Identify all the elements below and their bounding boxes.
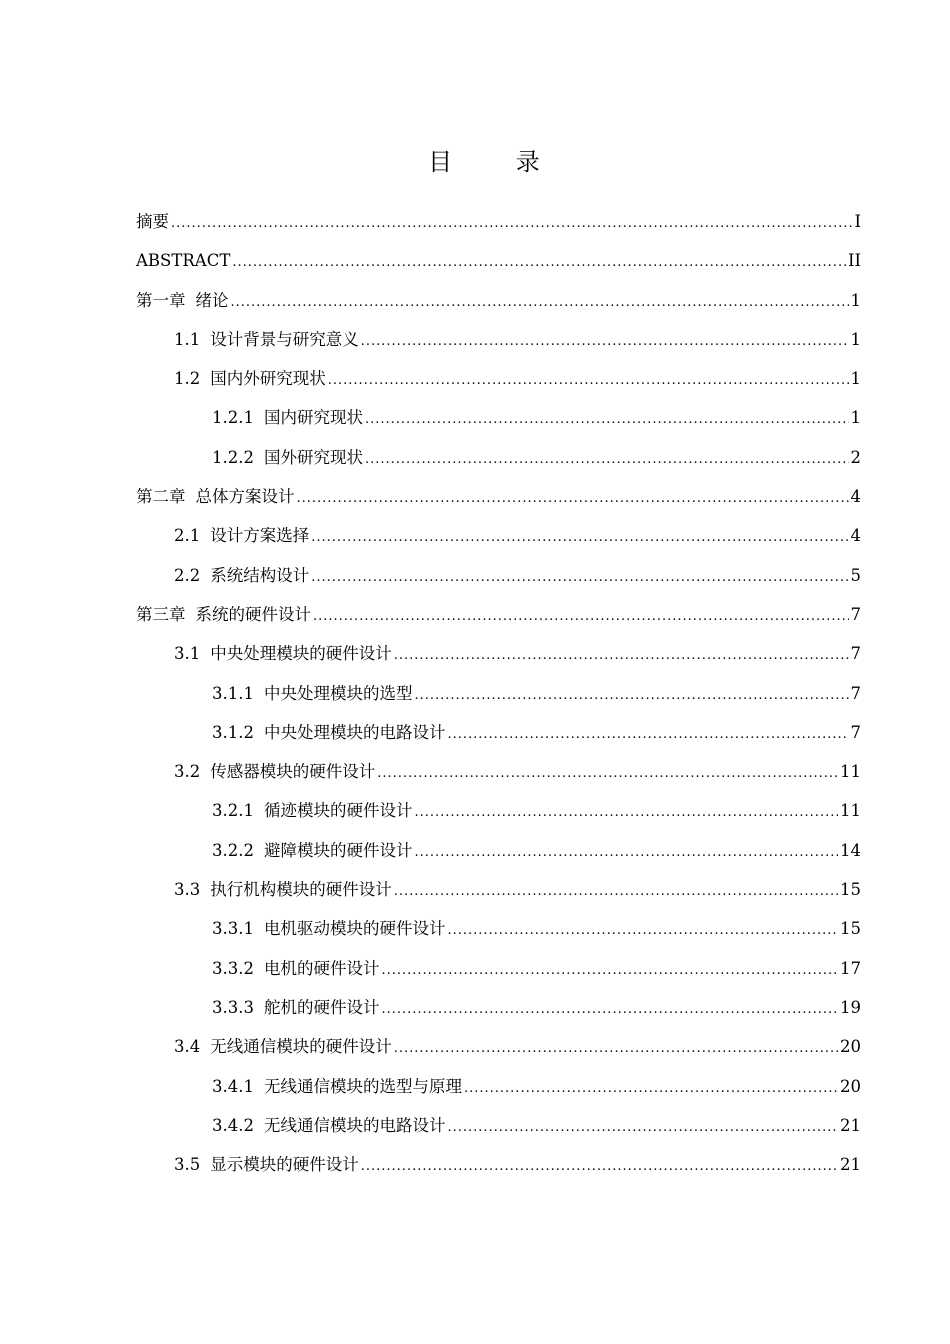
- toc-entry-page: 4: [850, 487, 861, 507]
- toc-entry[interactable]: [136, 202, 861, 241]
- toc-entry[interactable]: [136, 398, 861, 437]
- toc-entry-title: 循迹模块的硬件设计: [263, 801, 413, 821]
- toc-entry-page: 21: [840, 1155, 861, 1175]
- toc-dot-leader: [394, 872, 838, 911]
- toc-entry[interactable]: [136, 320, 861, 359]
- toc-dot-leader: [447, 715, 848, 754]
- toc-entry-number: 3.3.2: [212, 958, 254, 978]
- toc-entry-title: 无线通信模块的电路设计: [263, 1115, 446, 1135]
- toc-dot-leader: [311, 518, 848, 557]
- toc-entry-number: 3.5: [174, 1155, 201, 1175]
- toc-entry-title: 系统结构设计: [210, 565, 310, 585]
- toc-entry-page: 20: [840, 1037, 861, 1057]
- toc-entry[interactable]: [136, 1027, 861, 1066]
- toc-dot-leader: [365, 400, 849, 439]
- toc-entry-page: 1: [850, 408, 861, 428]
- toc-entry[interactable]: [136, 909, 861, 948]
- toc-entry-number: 第三章: [136, 604, 186, 624]
- toc-entry-page: 4: [850, 526, 861, 546]
- toc-entry-page: 7: [850, 644, 861, 664]
- toc-entry[interactable]: [136, 870, 861, 909]
- toc-entry-number: 1.2.2: [212, 447, 254, 467]
- toc-entry-page: 2: [850, 447, 861, 467]
- toc-dot-leader: [447, 1108, 838, 1147]
- toc-entry-number: 3.2: [174, 762, 201, 782]
- toc-entry-title: 执行机构模块的硬件设计: [210, 880, 392, 900]
- toc-dot-leader: [297, 479, 849, 518]
- toc-entry-number: 1.1: [174, 329, 201, 349]
- toc-entry-title: 设计方案选择: [210, 526, 310, 546]
- toc-dot-leader: [381, 951, 838, 990]
- toc-entry-page: 15: [840, 880, 861, 900]
- toc-dot-leader: [414, 793, 838, 832]
- toc-entry[interactable]: [136, 791, 861, 830]
- toc-entry[interactable]: [136, 281, 861, 320]
- toc-entry-page: 7: [850, 722, 861, 742]
- toc-entry-page: 7: [850, 604, 861, 624]
- toc-entry-page: 21: [840, 1115, 861, 1135]
- toc-entry-title: 中央处理模块的硬件设计: [210, 644, 392, 664]
- toc-entry-number: 3.4.2: [212, 1115, 254, 1135]
- toc-dot-leader: [394, 636, 849, 675]
- toc-entry[interactable]: [136, 634, 861, 673]
- toc-entry[interactable]: [136, 1145, 861, 1184]
- toc-entry-page: 14: [840, 840, 861, 860]
- toc-entry-number: 3.1: [174, 644, 201, 664]
- toc-entry-title: 中央处理模块的电路设计: [263, 722, 446, 742]
- toc-dot-leader: [365, 440, 849, 479]
- toc-entry-title: 显示模块的硬件设计: [210, 1155, 359, 1175]
- toc-entry-title: 舵机的硬件设计: [263, 997, 380, 1017]
- toc-entry-number: 3.3: [174, 880, 201, 900]
- toc-entry-number: 3.1.1: [212, 683, 254, 703]
- toc-entry-title: ABSTRACT: [136, 251, 231, 271]
- toc-entry-page: 20: [840, 1076, 861, 1096]
- toc-entry-title: 避障模块的硬件设计: [263, 840, 413, 860]
- toc-dot-leader: [447, 911, 838, 950]
- toc-entry-page: 1: [850, 329, 861, 349]
- toc-dot-leader: [381, 990, 838, 1029]
- toc-entry-title: 传感器模块的硬件设计: [210, 762, 376, 782]
- toc-entry[interactable]: [136, 1106, 861, 1145]
- toc-dot-leader: [171, 204, 852, 243]
- toc-entry-number: 第二章: [136, 487, 186, 507]
- toc-entry-title: 总体方案设计: [195, 487, 295, 507]
- toc-entry-number: 3.2.2: [212, 840, 254, 860]
- toc-dot-leader: [231, 283, 849, 322]
- toc-dot-leader: [394, 1029, 838, 1068]
- toc-entry-page: I: [854, 212, 861, 231]
- toc-entry-title: 系统的硬件设计: [195, 604, 311, 624]
- toc-entry-number: 2.2: [174, 565, 201, 585]
- toc-entry[interactable]: [136, 988, 861, 1027]
- toc-dot-leader: [361, 1147, 838, 1186]
- toc-entry-number: 2.1: [174, 526, 201, 546]
- toc-entry-page: 7: [850, 683, 861, 703]
- toc-entry-title: 设计背景与研究意义: [210, 329, 359, 349]
- toc-entry-number: 1.2: [174, 369, 201, 389]
- toc-entry[interactable]: [136, 1067, 861, 1106]
- toc-entry[interactable]: [136, 477, 861, 516]
- toc-entry-page: 11: [840, 762, 861, 782]
- toc-entry-page: 11: [840, 801, 861, 821]
- toc-entry-title: 摘要: [136, 212, 169, 231]
- toc-entry-page: II: [847, 251, 861, 271]
- toc-entry-title: 电机的硬件设计: [263, 958, 380, 978]
- toc-entry-page: 1: [850, 290, 861, 310]
- toc-entry[interactable]: [136, 595, 861, 634]
- toc-entry-page: 17: [840, 958, 861, 978]
- toc-entry-title: 无线通信模块的硬件设计: [210, 1037, 392, 1057]
- toc-dot-leader: [311, 558, 848, 597]
- toc-entry[interactable]: [136, 949, 861, 988]
- toc-entry-title: 国内研究现状: [263, 408, 363, 428]
- toc-entry-title: 国外研究现状: [263, 447, 363, 467]
- toc-entry-page: 1: [850, 369, 861, 389]
- toc-entry-title: 无线通信模块的选型与原理: [263, 1076, 462, 1096]
- toc-entry[interactable]: [136, 359, 861, 398]
- toc-entry[interactable]: [136, 674, 861, 713]
- toc-entry-title: 电机驱动模块的硬件设计: [263, 919, 446, 939]
- toc-entry-number: 3.3.1: [212, 919, 254, 939]
- toc-entry-number: 3.4: [174, 1037, 201, 1057]
- toc-dot-leader: [377, 754, 838, 793]
- toc-entry[interactable]: [136, 556, 861, 595]
- toc-entry-title: 中央处理模块的选型: [263, 683, 413, 703]
- toc-entry-number: 1.2.1: [212, 408, 254, 428]
- toc-entry[interactable]: [136, 516, 861, 555]
- toc-entry-title: 国内外研究现状: [210, 369, 326, 389]
- toc-entry-page: 19: [840, 997, 861, 1017]
- toc-entry-title: 绪论: [195, 290, 229, 310]
- table-of-contents: [136, 202, 861, 1184]
- toc-dot-leader: [361, 322, 849, 361]
- toc-dot-leader: [328, 361, 849, 400]
- toc-entry-page: 15: [840, 919, 861, 939]
- toc-entry[interactable]: [136, 831, 861, 870]
- toc-entry[interactable]: [136, 713, 861, 752]
- page-title: 目 录: [428, 148, 568, 176]
- toc-entry-number: 第一章: [136, 290, 186, 310]
- toc-entry[interactable]: [136, 438, 861, 477]
- toc-entry[interactable]: [136, 752, 861, 791]
- toc-entry-page: 5: [850, 565, 861, 585]
- toc-dot-leader: [313, 597, 849, 636]
- toc-entry-number: 3.3.3: [212, 997, 254, 1017]
- toc-dot-leader: [232, 243, 846, 282]
- toc-entry-number: 3.2.1: [212, 801, 254, 821]
- toc-entry-number: 3.1.2: [212, 722, 254, 742]
- toc-dot-leader: [414, 676, 848, 715]
- toc-entry-number: 3.4.1: [212, 1076, 254, 1096]
- toc-dot-leader: [464, 1069, 838, 1108]
- toc-entry[interactable]: [136, 241, 861, 280]
- toc-dot-leader: [414, 833, 838, 872]
